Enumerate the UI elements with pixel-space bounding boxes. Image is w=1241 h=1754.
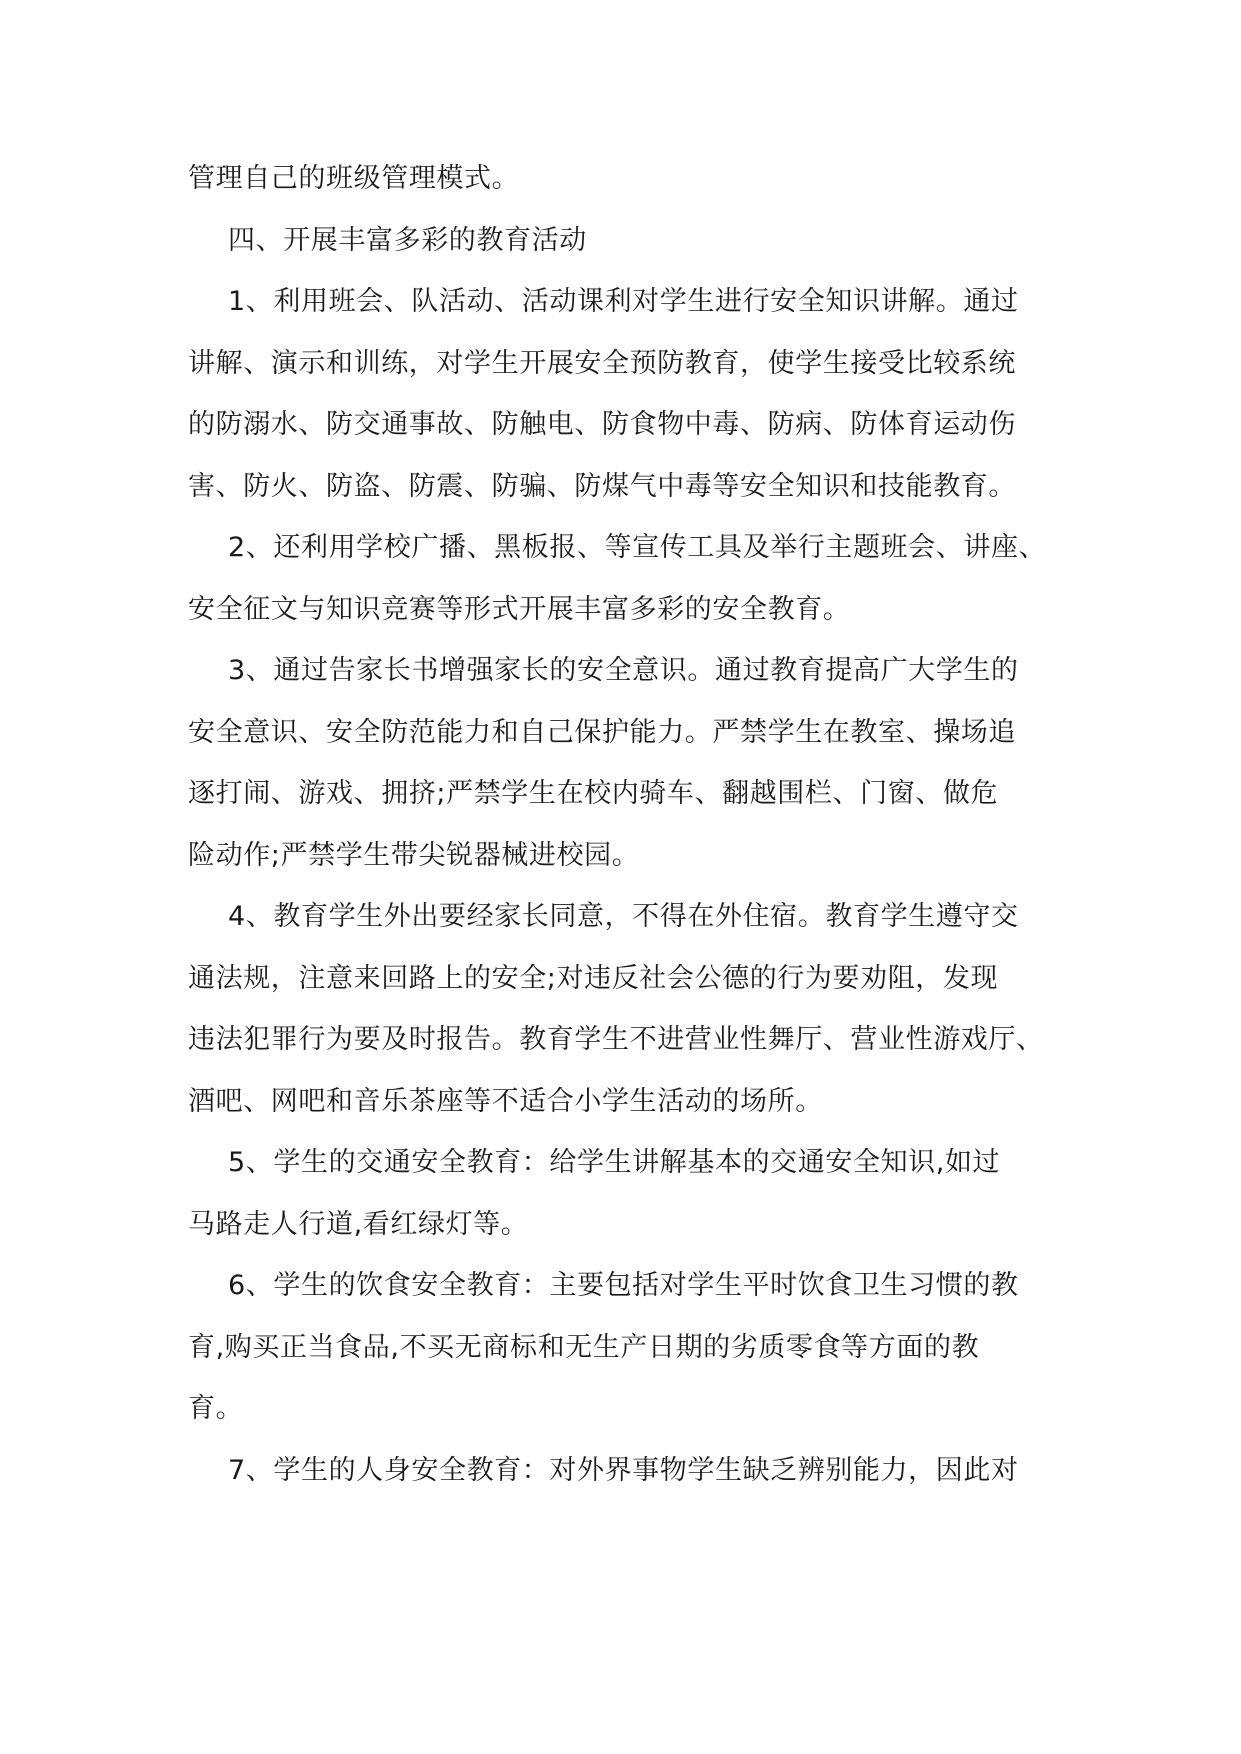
text-line: 的防溺水、防交通事故、防触电、防食物中毒、防病、防体育运动伤 [188,409,1016,440]
text-line: 害、防火、防盗、防震、防骗、防煤气中毒等安全知识和技能教育。 [188,470,1016,502]
text-line: 2、还利用学校广播、黑板报、等宣传工具及举行主题班会、讲座、 [228,532,1047,563]
text-line: 通法规，注意来回路上的安全;对违反社会公德的行为要劝阻，发现 [188,962,999,994]
text-line: 管理自己的班级管理模式。 [188,163,520,194]
text-line: 安全征文与知识竞赛等形式开展丰富多彩的安全教育。 [188,593,851,625]
text-line: 安全意识、安全防范能力和自己保护能力。严禁学生在教室、操场追 [188,716,1016,748]
document-body [188,148,1068,1501]
text-line: 险动作;严禁学生带尖锐器械进校园。 [188,839,640,871]
text-line: 四、开展丰富多彩的教育活动 [228,224,587,256]
text-line: 违法犯罪行为要及时报告。教育学生不进营业性舞厅、营业性游戏厅、 [188,1024,1044,1055]
text-line: 4、教育学生外出要经家长同意，不得在外住宿。教育学生遵守交 [228,901,1019,932]
text-line: 3、通过告家长书增强家长的安全意识。通过教育提高广大学生的 [228,655,1019,686]
text-line: 育。 [188,1393,244,1424]
text-line: 逐打闹、游戏、拥挤;严禁学生在校内骑车、翻越围栏、门窗、做危 [188,778,999,809]
text-line: 酒吧、网吧和音乐茶座等不适合小学生活动的场所。 [188,1085,823,1117]
text-line: 1、利用班会、队活动、活动课利对学生进行安全知识讲解。通过 [228,286,1019,317]
text-line: 育,购买正当食品,不买无商标和无生产日期的劣质零食等方面的教 [188,1331,980,1363]
text-line: 讲解、演示和训练，对学生开展安全预防教育，使学生接受比较系统 [188,347,1016,379]
text-line: 7、学生的人身安全教育：对外界事物学生缺乏辨别能力，因此对 [228,1454,1019,1486]
text-line: 5、学生的交通安全教育：给学生讲解基本的交通安全知识,如过 [228,1147,1001,1178]
text-line: 马路走人行道,看红绿灯等。 [188,1208,529,1240]
text-line: 6、学生的饮食安全教育：主要包括对学生平时饮食卫生习惯的教 [228,1270,1019,1301]
